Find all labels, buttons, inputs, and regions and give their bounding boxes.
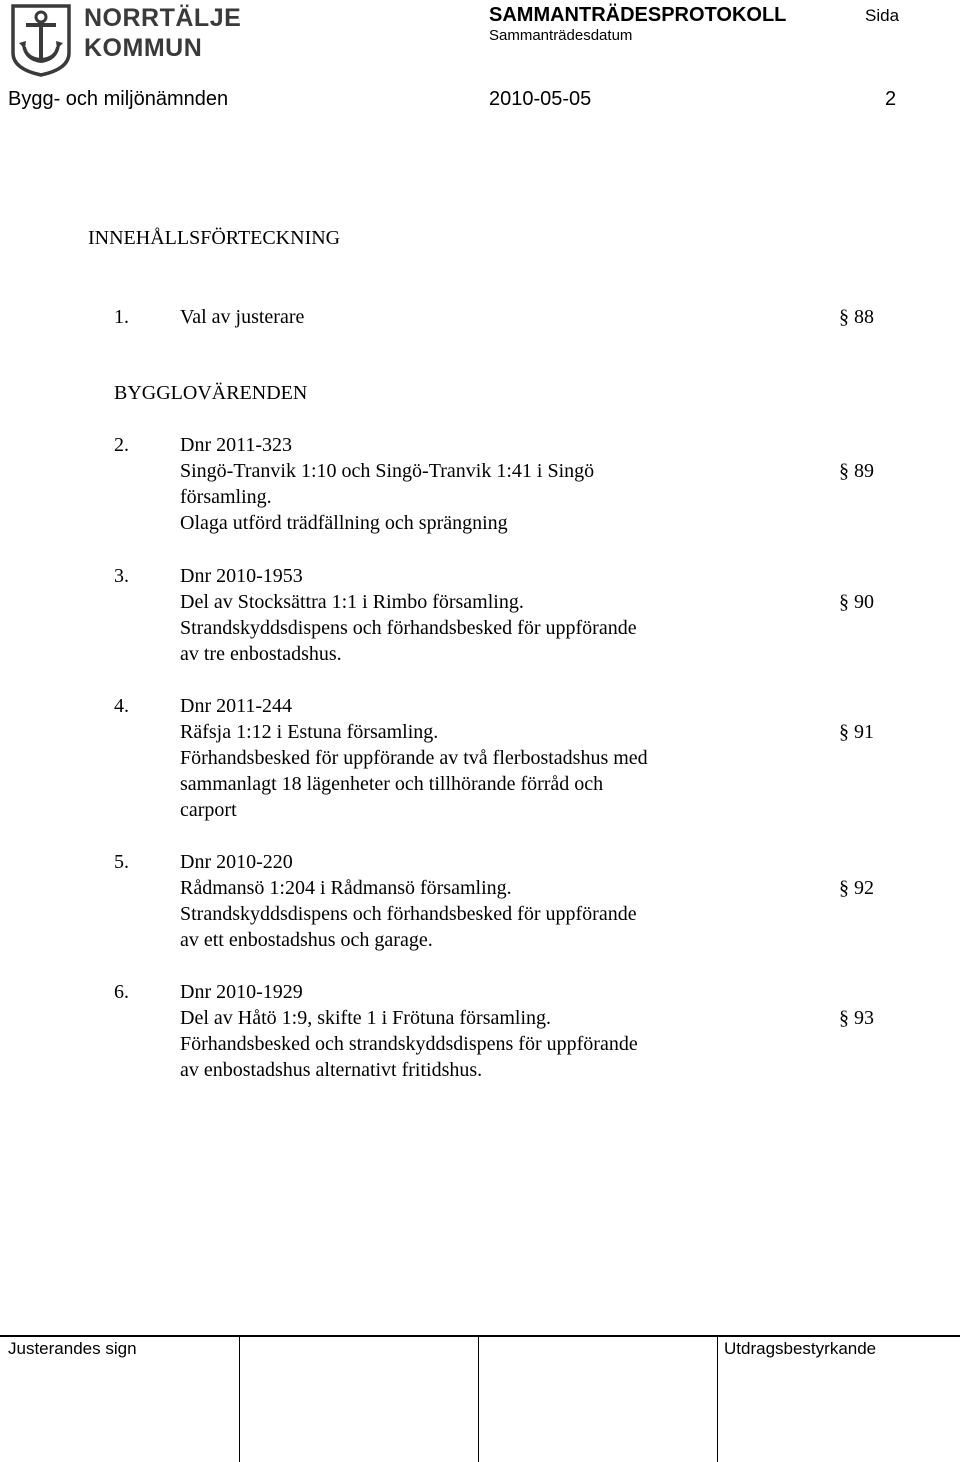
toc-item-paragraph: § 88 bbox=[839, 306, 874, 328]
toc-item-text bbox=[180, 304, 304, 330]
toc-item-line: Dnr 2010-1953 bbox=[180, 565, 303, 587]
toc-item-text bbox=[180, 979, 638, 1083]
footer-column-divider bbox=[478, 1335, 479, 1462]
page-label: Sida bbox=[865, 6, 900, 25]
toc-item-line: församling. bbox=[180, 486, 272, 508]
footer-column-divider bbox=[239, 1335, 240, 1462]
municipality-logo bbox=[10, 3, 72, 77]
toc-item-paragraph: § 90 bbox=[839, 591, 874, 613]
meeting-date-label: Sammanträdesdatum bbox=[489, 27, 633, 44]
committee-name: Bygg- och miljönämnden bbox=[8, 88, 229, 110]
meeting-date: 2010-05-05 bbox=[489, 88, 592, 110]
toc-item-line: av enbostadshus alternativt fritidshus. bbox=[180, 1059, 483, 1081]
toc-item-line: sammanlagt 18 lägenheter och tillhörande förråd och bbox=[180, 773, 604, 795]
toc-item-line: Del av Håtö 1:9, skifte 1 i Frötuna församling. bbox=[180, 1007, 552, 1029]
toc-item-line: Förhandsbesked och strandskyddsdispens för uppförande bbox=[180, 1033, 638, 1055]
document-type: SAMMANTRÄDESPROTOKOLL bbox=[489, 4, 787, 26]
toc-item-line: carport bbox=[180, 799, 237, 821]
toc-item-paragraph: § 89 bbox=[839, 460, 874, 482]
toc-item-number: 3. bbox=[114, 565, 129, 587]
toc-item-number: 2. bbox=[114, 434, 129, 456]
footer bbox=[0, 1335, 960, 1462]
section-heading: BYGGLOVÄRENDEN bbox=[114, 382, 308, 404]
toc-item-line: Val av justerare bbox=[180, 306, 305, 328]
toc-item-text bbox=[180, 563, 637, 667]
toc-heading: INNEHÅLLSFÖRTECKNING bbox=[88, 227, 341, 249]
toc-item-paragraph: § 92 bbox=[839, 877, 874, 899]
page-number: 2 bbox=[885, 88, 897, 110]
toc-item-line: Strandskyddsdispens och förhandsbesked för uppförande bbox=[180, 617, 637, 639]
footer-divider bbox=[0, 1335, 960, 1337]
toc-item-text bbox=[180, 432, 594, 536]
footer-column-divider bbox=[717, 1335, 718, 1462]
logo-text-kommun: KOMMUN bbox=[84, 34, 203, 62]
toc-item-line: Rådmansö 1:204 i Rådmansö församling. bbox=[180, 877, 512, 899]
toc-item-line: Dnr 2010-1929 bbox=[180, 981, 303, 1003]
toc-item-number: 6. bbox=[114, 981, 129, 1003]
footer-sign-label: Justerandes sign bbox=[8, 1339, 137, 1358]
toc-item-line: av ett enbostadshus och garage. bbox=[180, 929, 433, 951]
logo-text-norrtalje: NORRTÄLJE bbox=[84, 4, 242, 32]
toc-item-line: av tre enbostadshus. bbox=[180, 643, 342, 665]
toc-item-line: Dnr 2010-220 bbox=[180, 851, 293, 873]
toc-item-number: 1. bbox=[114, 306, 129, 328]
toc-item-line: Dnr 2011-323 bbox=[180, 434, 293, 456]
toc-item-text bbox=[180, 849, 637, 953]
toc-item-line: Del av Stocksättra 1:1 i Rimbo församling. bbox=[180, 591, 524, 613]
toc-item-line: Olaga utförd trädfällning och sprängning bbox=[180, 512, 508, 534]
toc-item-line: Strandskyddsdispens och förhandsbesked för uppförande bbox=[180, 903, 637, 925]
toc-item-line: Förhandsbesked för uppförande av två flerbostadshus med bbox=[180, 747, 648, 769]
toc-item-line: Singö-Tranvik 1:10 och Singö-Tranvik 1:41 i Singö bbox=[180, 460, 595, 482]
toc-item-line: Räfsja 1:12 i Estuna församling. bbox=[180, 721, 439, 743]
toc-item-text bbox=[180, 693, 648, 823]
toc-item-number: 5. bbox=[114, 851, 129, 873]
footer-extract-label: Utdragsbestyrkande bbox=[724, 1339, 877, 1358]
toc-item-number: 4. bbox=[114, 695, 129, 717]
toc-item-paragraph: § 91 bbox=[839, 721, 874, 743]
toc-item-line: Dnr 2011-244 bbox=[180, 695, 293, 717]
toc-item-paragraph: § 93 bbox=[839, 1007, 874, 1029]
